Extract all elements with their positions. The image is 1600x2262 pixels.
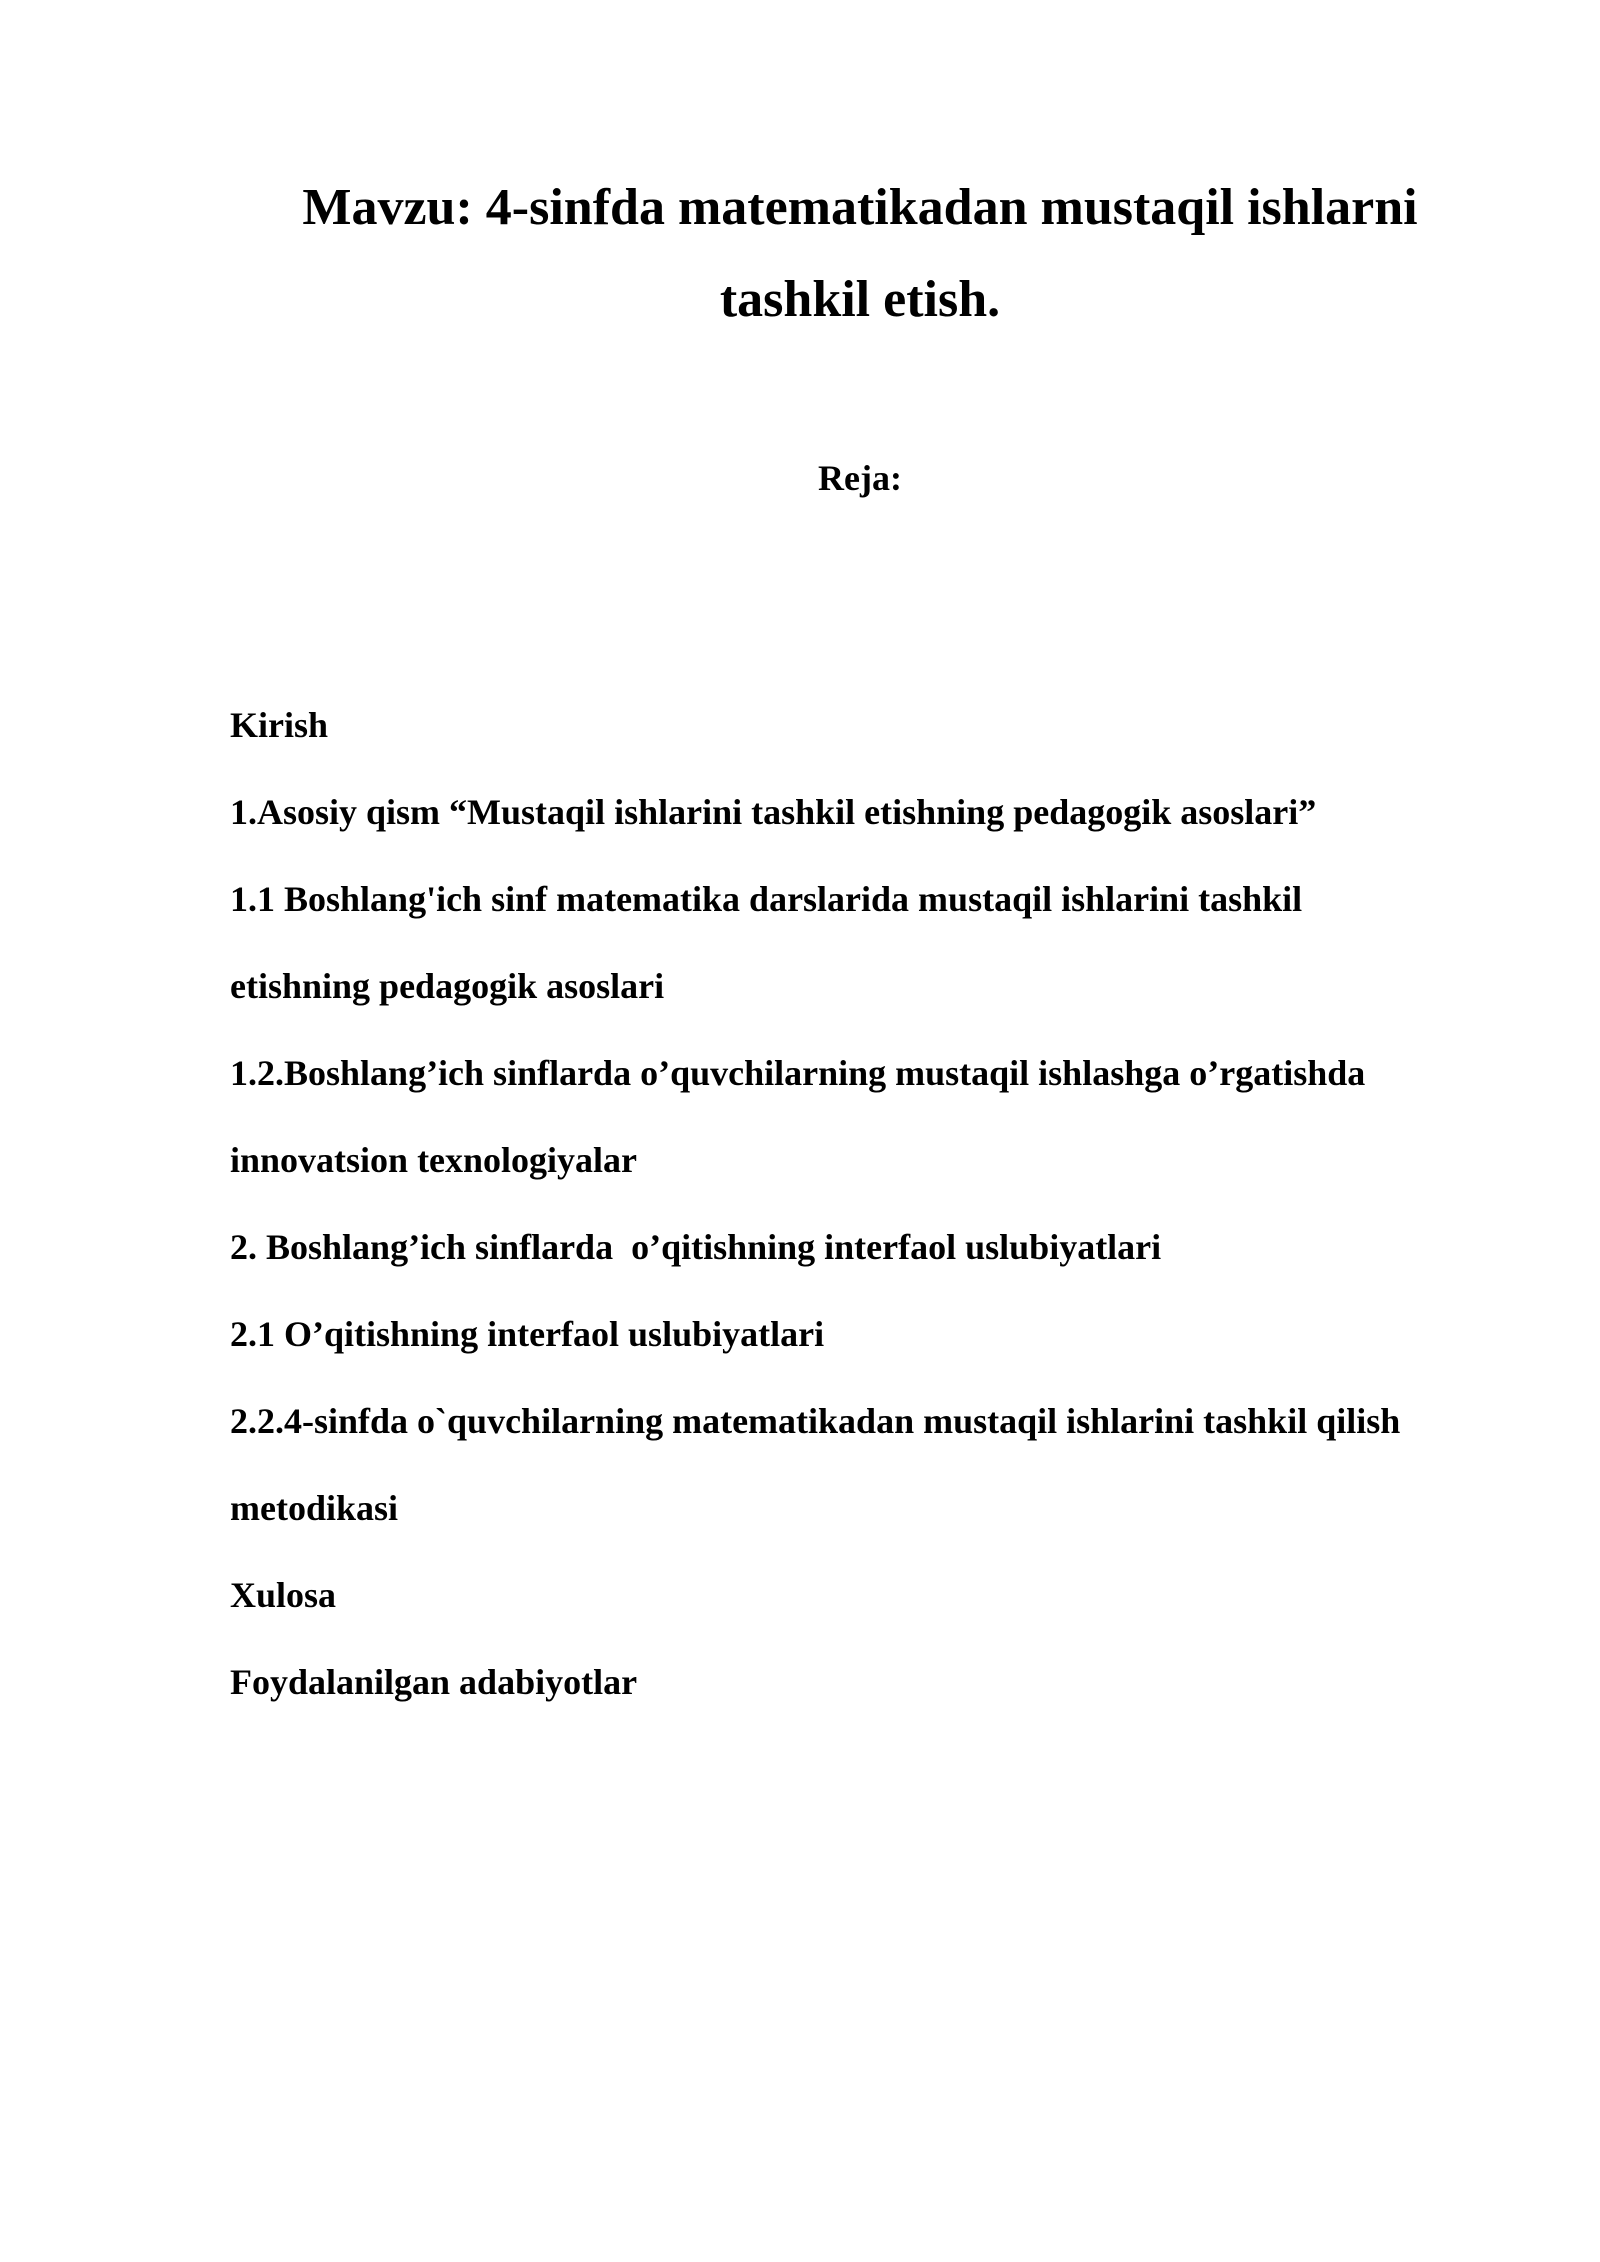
plan-heading: Reja: (818, 458, 902, 498)
toc-item-1-1: 1.1 Boshlang'ich sinf matematika darslarida mustaqil ishlarini tashkil (230, 879, 1303, 919)
toc-item-2: 2. Boshlang’ich sinflarda o’qitishning interfaol uslubiyatlari (230, 1227, 1162, 1267)
toc-item-kirish: Kirish (230, 705, 329, 745)
toc-item-1-2-continued: innovatsion texnologiyalar (230, 1140, 638, 1180)
title-line-2: tashkil etish. (719, 271, 1001, 328)
toc-item-1: 1.Asosiy qism “Mustaqil ishlarini tashkil etishning pedagogik asoslari” (230, 792, 1317, 832)
toc-item-2-2: 2.2.4-sinfda o`quvchilarning matematikadan mustaqil ishlarini tashkil qilish (230, 1401, 1401, 1441)
toc-item-1-1-continued: etishning pedagogik asoslari (230, 966, 665, 1006)
toc-item-1-2: 1.2.Boshlang’ich sinflarda o’quvchilarning mustaqil ishlashga o’rgatishda (230, 1053, 1366, 1093)
toc-item-2-1: 2.1 O’qitishning interfaol uslubiyatlari (230, 1314, 825, 1354)
toc-item-2-2-continued: metodikasi (230, 1488, 399, 1528)
table-of-contents (230, 682, 1530, 1726)
toc-item-xulosa: Xulosa (230, 1575, 337, 1615)
document-title (230, 162, 1490, 346)
toc-item-adabiyotlar: Foydalanilgan adabiyotlar (230, 1662, 638, 1702)
title-line-1: Mavzu: 4-sinfda matematikadan mustaqil ishlarni (302, 179, 1418, 236)
